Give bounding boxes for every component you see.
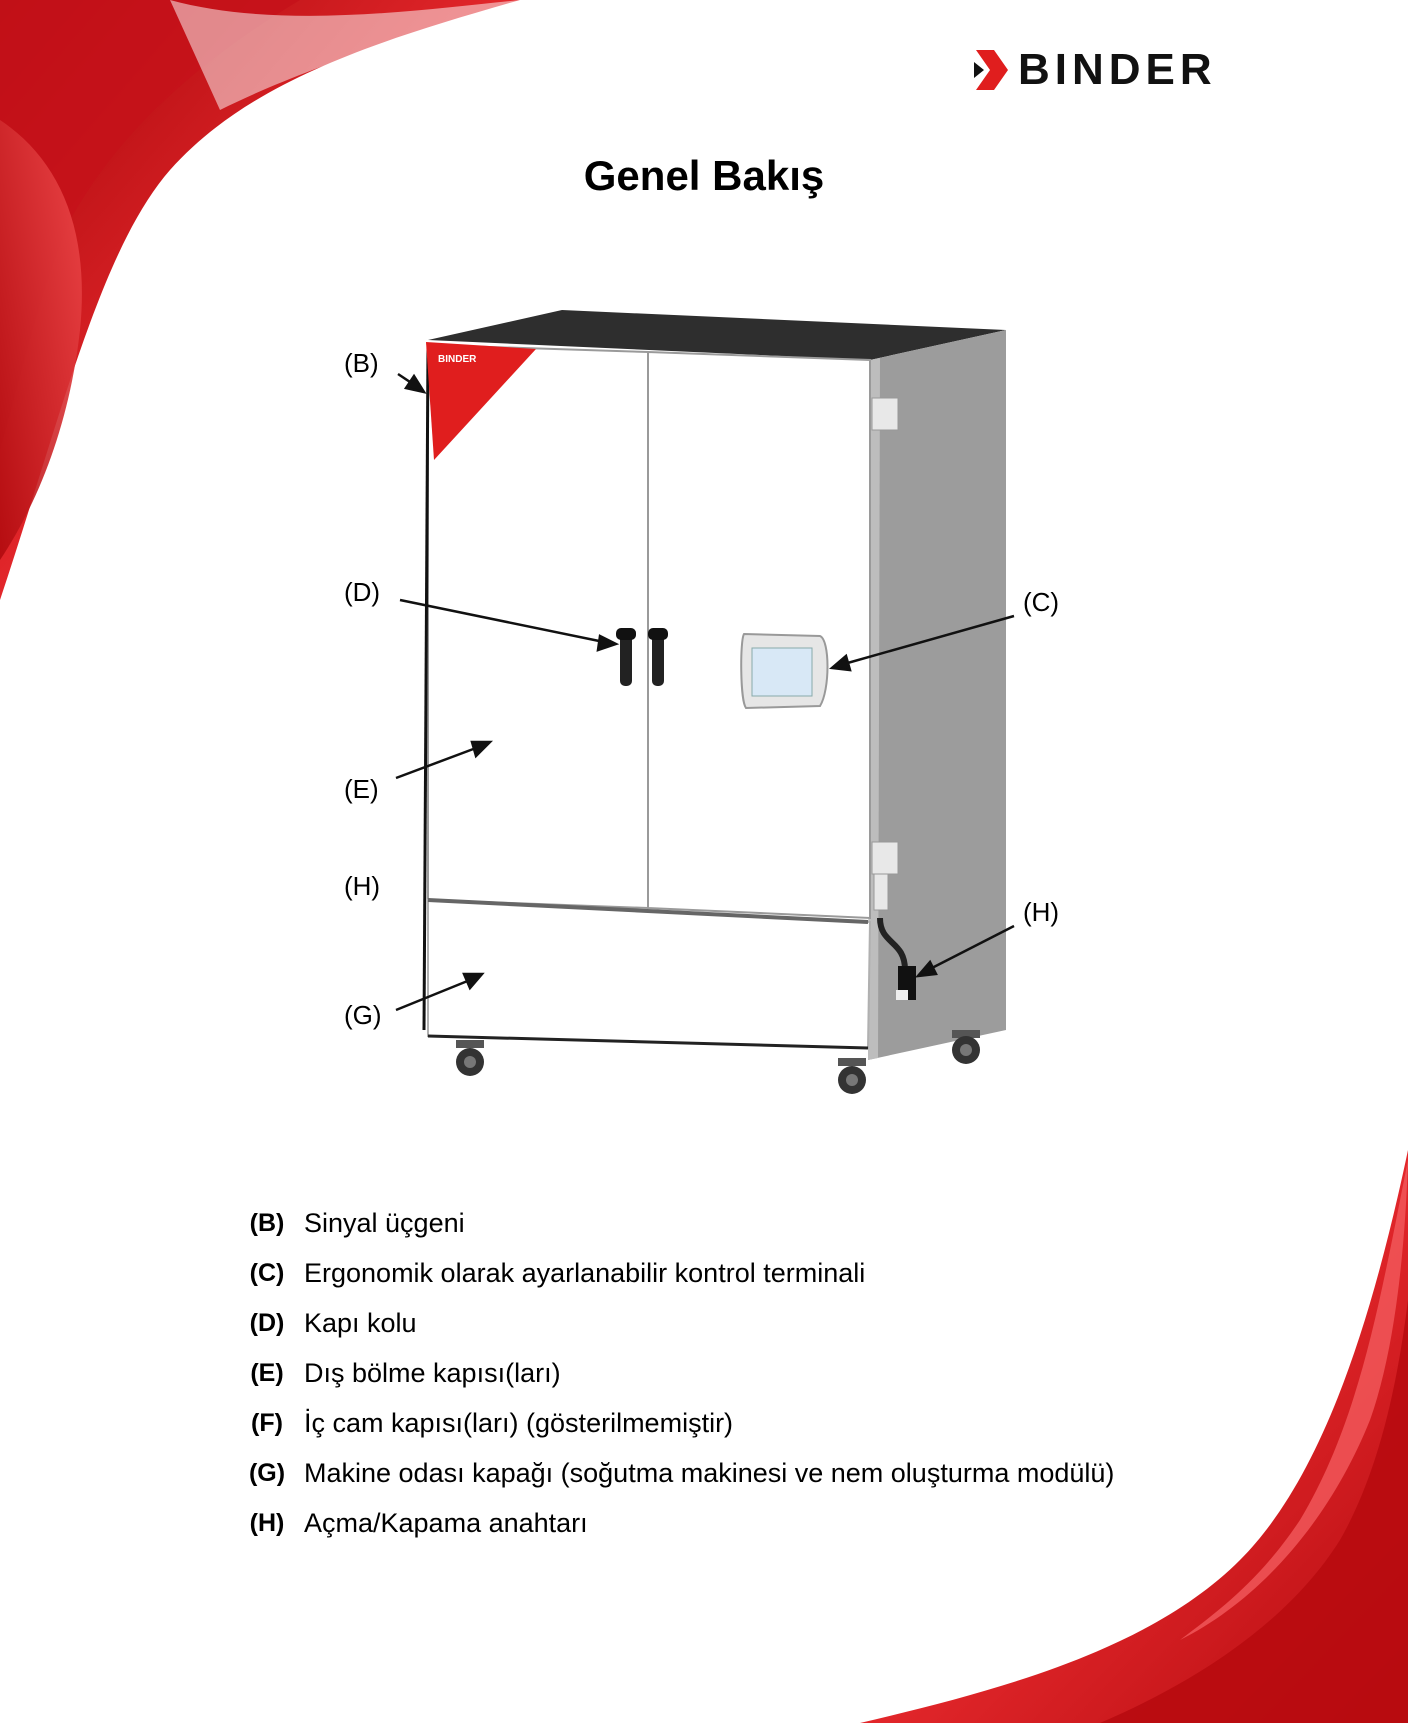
- legend-item: [230, 1298, 1114, 1348]
- legend-text: Kapı kolu: [304, 1307, 417, 1338]
- callout-b: (B): [344, 348, 379, 378]
- callout-g: (G): [344, 1000, 382, 1030]
- legend-item: [230, 1198, 1114, 1248]
- legend-code: (C): [249, 1258, 285, 1287]
- cabinet-side-panel: [868, 330, 1006, 1060]
- legend-list: [230, 1198, 1114, 1548]
- legend-item: [230, 1398, 1114, 1448]
- legend-item: [230, 1248, 1114, 1298]
- legend-item: [230, 1348, 1114, 1398]
- legend-code: (F): [251, 1408, 283, 1437]
- page-title-text: Genel Bakış: [583, 152, 825, 199]
- callout-h-right: (H): [1023, 897, 1060, 927]
- callout-h-left: (H): [344, 871, 381, 901]
- legend-text: Ergonomik olarak ayarlanabilir kontrol terminali: [304, 1257, 866, 1288]
- legend-text: Açma/Kapama anahtarı: [304, 1507, 588, 1538]
- callout-c: (C): [1023, 587, 1060, 617]
- legend-code: (G): [248, 1458, 286, 1487]
- brand-name: BINDER: [1018, 45, 1217, 94]
- legend-text: Dış bölme kapısı(ları): [304, 1357, 561, 1388]
- callout-d: (D): [344, 577, 381, 607]
- legend-code: (E): [250, 1358, 284, 1387]
- signal-triangle-label: BINDER: [438, 354, 477, 365]
- machine-room-cover: [428, 900, 870, 1048]
- legend-code: (D): [249, 1308, 285, 1337]
- legend-item: [230, 1498, 1114, 1548]
- caster-rear-right: [952, 1030, 980, 1064]
- legend-text: İç cam kapısı(ları) (gösterilmemiştir): [304, 1407, 734, 1438]
- legend-item: [230, 1448, 1114, 1498]
- callout-e: (E): [344, 774, 379, 804]
- legend-code: (H): [249, 1508, 285, 1537]
- caster-front-left: [456, 1040, 484, 1076]
- legend-text: Sinyal üçgeni: [304, 1207, 465, 1238]
- caster-front-right: [838, 1058, 866, 1094]
- legend-text: Makine odası kapağı (soğutma makinesi ve nem oluşturma modülü): [304, 1457, 1115, 1488]
- legend-code: (B): [249, 1208, 285, 1237]
